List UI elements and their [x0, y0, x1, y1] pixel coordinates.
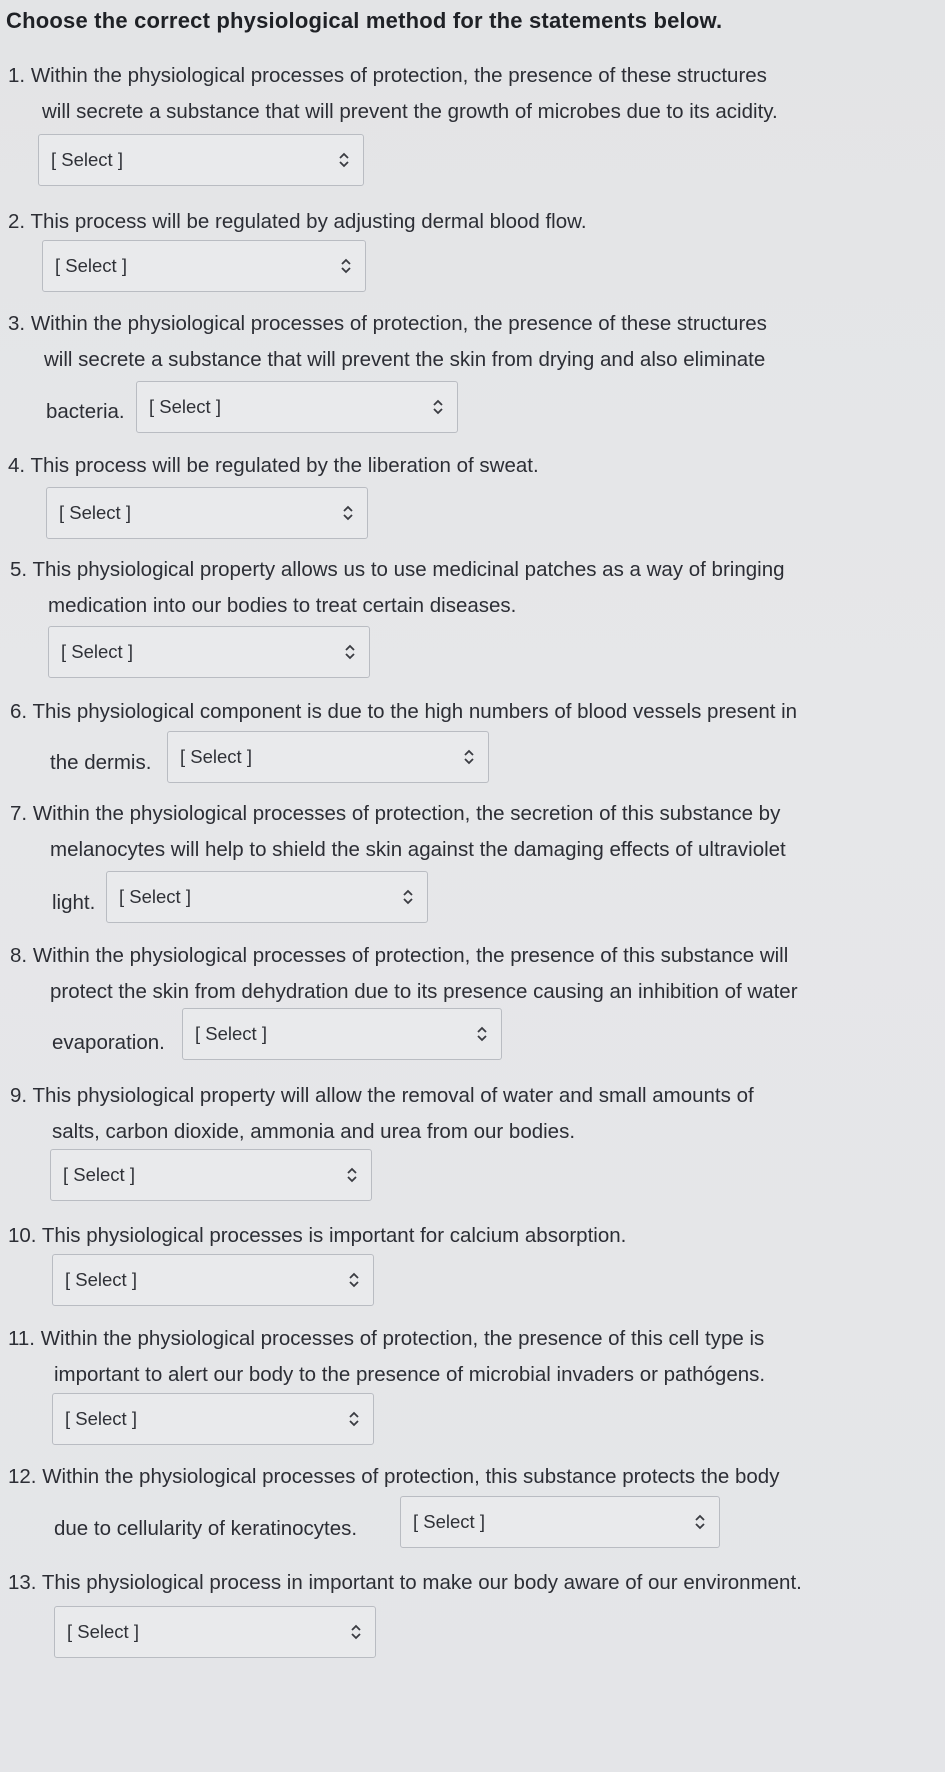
question-text: This physiological processes is important for calcium absorption. — [41, 1224, 627, 1247]
answer-select-12[interactable] — [400, 1496, 720, 1548]
question-4 — [8, 448, 539, 484]
select-placeholder: [ Select ] — [413, 1511, 485, 1532]
question-10 — [8, 1218, 626, 1254]
question-number: 5. — [10, 558, 28, 581]
answer-select-7[interactable] — [106, 871, 428, 923]
answer-select-1[interactable] — [38, 134, 364, 186]
question-text: will secrete a substance that will prevent the growth of microbes due to its acidity. — [42, 100, 778, 123]
question-text: melanocytes will help to shield the skin against the damaging effects of ultraviolet — [50, 838, 786, 861]
question-text: Within the physiological processes of protection, the presence of these structures — [30, 312, 767, 335]
question-text: important to alert our body to the presence of microbial invaders or pathógens. — [54, 1363, 766, 1386]
chevron-up-down-icon — [351, 1624, 361, 1640]
page-title: Choose the correct physiological method for the statements below. — [6, 8, 723, 33]
select-placeholder: [ Select ] — [195, 1023, 267, 1044]
question-number: 8. — [10, 944, 28, 967]
question-13 — [8, 1565, 802, 1601]
question-text: medication into our bodies to treat certain diseases. — [48, 594, 517, 617]
question-9 — [10, 1078, 754, 1150]
chevron-up-down-icon — [433, 399, 443, 415]
question-text: This physiological property allows us to use medicinal patches as a way of bringing — [32, 558, 785, 581]
chevron-up-down-icon — [349, 1272, 359, 1288]
chevron-up-down-icon — [341, 258, 351, 274]
question-number: 13. — [8, 1571, 37, 1594]
question-number: 4. — [8, 454, 26, 477]
answer-select-3[interactable] — [136, 381, 458, 433]
answer-select-8[interactable] — [182, 1008, 502, 1060]
select-placeholder: [ Select ] — [67, 1621, 139, 1642]
answer-select-5[interactable] — [48, 626, 370, 678]
question-2 — [8, 204, 587, 240]
question-text: Within the physiological processes of protection, the secretion of this substance by — [32, 802, 781, 825]
question-number: 10. — [8, 1224, 37, 1247]
question-number: 3. — [8, 312, 26, 335]
question-number: 11. — [8, 1327, 35, 1350]
question-12 — [8, 1459, 779, 1495]
question-text: This process will be regulated by the liberation of sweat. — [30, 454, 539, 477]
select-placeholder: [ Select ] — [61, 641, 133, 662]
question-8-tail — [52, 1025, 165, 1061]
answer-select-4[interactable] — [46, 487, 368, 539]
answer-select-13[interactable] — [54, 1606, 376, 1658]
question-6 — [10, 694, 797, 730]
chevron-up-down-icon — [464, 749, 474, 765]
question-text: This physiological property will allow the removal of water and small amounts of — [32, 1084, 754, 1107]
question-number: 9. — [10, 1084, 28, 1107]
question-number: 6. — [10, 700, 28, 723]
chevron-up-down-icon — [347, 1167, 357, 1183]
question-text: due to cellularity of keratinocytes. — [54, 1517, 358, 1540]
question-3 — [8, 306, 767, 378]
chevron-up-down-icon — [349, 1411, 359, 1427]
question-number: 12. — [8, 1465, 37, 1488]
select-placeholder: [ Select ] — [65, 1408, 137, 1429]
question-text: evaporation. — [52, 1031, 165, 1054]
chevron-up-down-icon — [477, 1026, 487, 1042]
question-11 — [8, 1321, 765, 1393]
answer-select-10[interactable] — [52, 1254, 374, 1306]
chevron-up-down-icon — [345, 644, 355, 660]
question-number: 7. — [10, 802, 28, 825]
chevron-up-down-icon — [403, 889, 413, 905]
question-text: This process will be regulated by adjusting dermal blood flow. — [30, 210, 587, 233]
question-1 — [8, 58, 778, 130]
select-placeholder: [ Select ] — [180, 746, 252, 767]
select-placeholder: [ Select ] — [51, 149, 123, 170]
select-placeholder: [ Select ] — [119, 886, 191, 907]
question-number: 2. — [8, 210, 26, 233]
question-3-tail — [46, 394, 125, 430]
select-placeholder: [ Select ] — [59, 502, 131, 523]
question-text: Within the physiological processes of protection, the presence of this cell type is — [40, 1327, 765, 1350]
question-text: light. — [52, 891, 96, 914]
question-7-tail — [52, 885, 95, 921]
question-text: protect the skin from dehydration due to its presence causing an inhibition of water — [50, 980, 798, 1003]
question-7 — [10, 796, 786, 868]
question-text: Within the physiological processes of protection, this substance protects the body — [42, 1465, 780, 1488]
select-placeholder: [ Select ] — [65, 1269, 137, 1290]
answer-select-9[interactable] — [50, 1149, 372, 1201]
answer-select-11[interactable] — [52, 1393, 374, 1445]
select-placeholder: [ Select ] — [55, 255, 127, 276]
question-number: 1. — [8, 64, 26, 87]
chevron-up-down-icon — [695, 1514, 705, 1530]
question-text: salts, carbon dioxide, ammonia and urea from our bodies. — [52, 1120, 576, 1143]
question-text: will secrete a substance that will prevent the skin from drying and also eliminate — [44, 348, 766, 371]
question-12-tail — [54, 1511, 357, 1547]
question-text: This physiological process in important to make our body aware of our environment. — [41, 1571, 802, 1594]
question-text: Within the physiological processes of protection, the presence of this substance will — [32, 944, 789, 967]
select-placeholder: [ Select ] — [63, 1164, 135, 1185]
question-text: Within the physiological processes of protection, the presence of these structures — [30, 64, 767, 87]
question-6-tail — [50, 745, 151, 781]
chevron-up-down-icon — [343, 505, 353, 521]
select-placeholder: [ Select ] — [149, 396, 221, 417]
question-text: bacteria. — [46, 400, 125, 423]
answer-select-6[interactable] — [167, 731, 489, 783]
question-text: the dermis. — [50, 751, 152, 774]
question-5 — [10, 552, 785, 624]
chevron-up-down-icon — [339, 152, 349, 168]
answer-select-2[interactable] — [42, 240, 366, 292]
question-8 — [10, 938, 798, 1010]
question-text: This physiological component is due to the high numbers of blood vessels present in — [32, 700, 798, 723]
